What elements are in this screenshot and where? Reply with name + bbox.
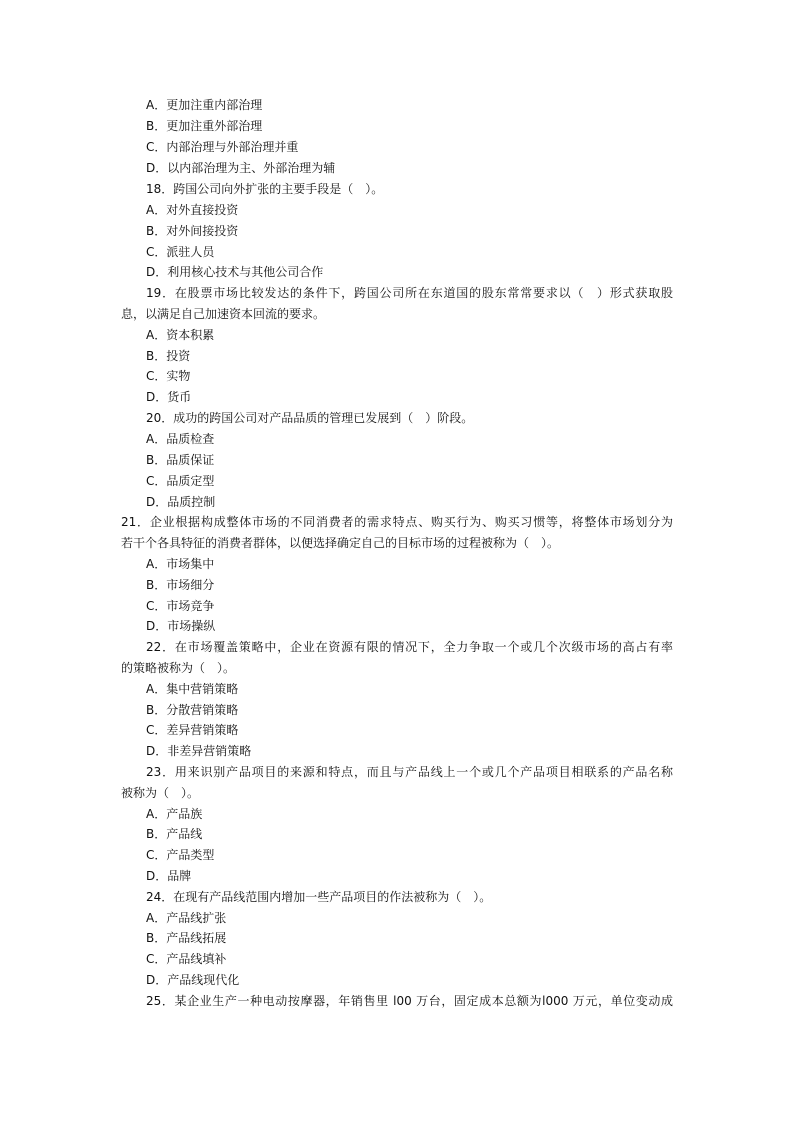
question-18: 18．跨国公司向外扩张的主要手段是（ ）。 [146,182,384,196]
question-24: 24．在现有产品线范围内增加一些产品项目的作法被称为（ ）。 [146,890,492,904]
q24-option-a: A．产品线扩张 [146,911,227,925]
q20-option-c: C．品质定型 [146,474,215,488]
q17-option-b: B．更加注重外部治理 [146,119,263,133]
question-19-cont: 息，以满足自己加速资本回流的要求。 [121,307,326,321]
q18-option-a: A．对外直接投资 [146,203,239,217]
q22-option-a: A．集中营销策略 [146,682,239,696]
question-19: 19．在股票市场比较发达的条件下，跨国公司所在东道国的股东常常要求以（ ）形式获取股 [146,286,673,300]
question-22: 22．在市场覆盖策略中，企业在资源有限的情况下，全力争取一个或几个次级市场的高占有率 [146,640,673,654]
q19-option-c: C．实物 [146,369,191,383]
q19-option-d: D．货币 [146,390,192,404]
q21-option-a: A．市场集中 [146,557,215,571]
q23-option-b: B．产品线 [146,827,203,841]
q23-option-c: C．产品类型 [146,848,215,862]
q23-option-a: A．产品族 [146,807,203,821]
question-23-cont: 被称为（ ）。 [121,786,200,800]
question-20: 20．成功的跨国公司对产品品质的管理已发展到（ ）阶段。 [146,411,474,425]
q22-option-d: D．非差异营销策略 [146,744,252,758]
q18-option-b: B．对外间接投资 [146,224,239,238]
q24-option-d: D．产品线现代化 [146,973,240,987]
q18-option-c: C．派驻人员 [146,245,215,259]
q21-option-b: B．市场细分 [146,578,215,592]
q17-option-a: A．更加注重内部治理 [146,98,263,112]
q17-option-c: C．内部治理与外部治理并重 [146,140,299,154]
q22-option-c: C．差异营销策略 [146,723,239,737]
q18-option-d: D．利用核心技术与其他公司合作 [146,265,324,279]
q22-option-b: B．分散营销策略 [146,703,239,717]
q17-option-d: D．以内部治理为主、外部治理为辅 [146,161,336,175]
q23-option-d: D．品牌 [146,869,192,883]
q20-option-a: A．品质检查 [146,432,215,446]
q21-option-d: D．市场操纵 [146,619,216,633]
q24-option-b: B．产品线拓展 [146,931,227,945]
question-21: 21．企业根据构成整体市场的不同消费者的需求特点、购买行为、购买习惯等，将整体市场划分为 [121,515,673,529]
q19-option-a: A．资本积累 [146,328,215,342]
q21-option-c: C．市场竞争 [146,599,215,613]
q19-option-b: B．投资 [146,349,191,363]
question-21-cont: 若干个各具特征的消费者群体，以便选择确定自己的目标市场的过程被称为（ ）。 [121,536,560,550]
question-23: 23．用来识别产品项目的来源和特点，而且与产品线上一个或几个产品项目相联系的产品名称 [146,765,673,779]
q24-option-c: C．产品线填补 [146,952,227,966]
question-22-cont: 的策略被称为（ ）。 [121,661,236,675]
q20-option-d: D．品质控制 [146,495,216,509]
question-25: 25．某企业生产一种电动按摩器，年销售里 l00 万台，固定成本总额为l000 万元，单位变动成 [146,994,673,1008]
q20-option-b: B．品质保证 [146,453,215,467]
